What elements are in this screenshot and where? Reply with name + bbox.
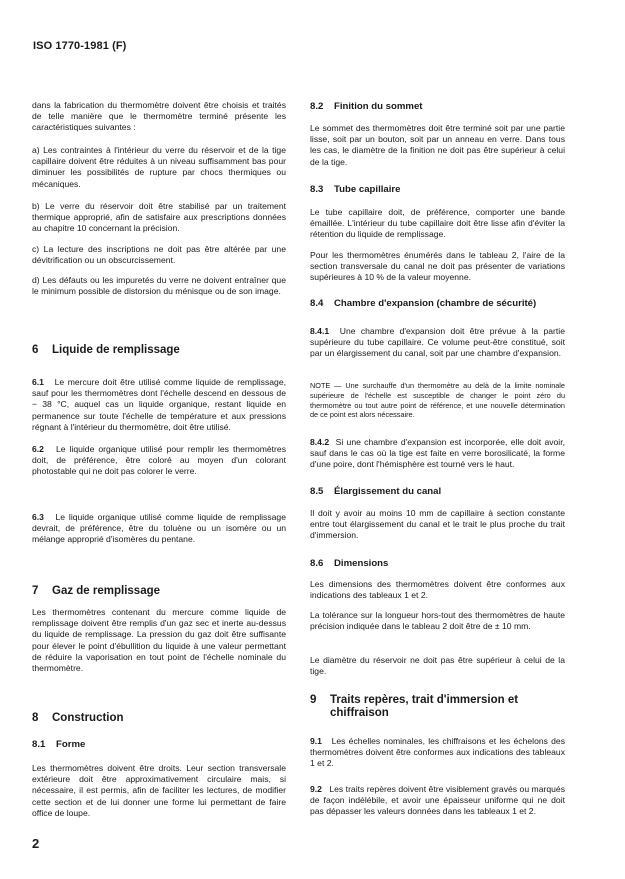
section-8-6-paragraph-2: La tolérance sur la longueur hors-tout des thermomètres de haute précision indiquée dans le tableau 2 doit être de ± 10 mm. xyxy=(310,610,565,632)
section-9-title: Traits repères, trait d'immersion et chiffraison xyxy=(330,694,519,719)
section-8-4-2-text: Si une chambre d'expansion est incorporée, elle doit avoir, sauf dans le cas où la tige est faite en verre borosilicaté, la forme d'une poire, dont l'hémisphère est tourné vers le haut. xyxy=(310,437,565,470)
section-8-3-number: 8.3 xyxy=(310,184,324,195)
section-9-heading xyxy=(310,694,565,720)
section-9-1-paragraph xyxy=(310,736,565,770)
section-8-1-paragraph: Les thermomètres doivent être droits. Leur section transversale extérieure doit être approximativement circulaire mais, si nécessaire, il est permis, afin de faciliter les lectures, de modifier cette section et de lui donner une forme lui permettant de faire office de loupe. xyxy=(32,763,286,818)
section-9-1-text: Les échelles nominales, les chiffraisons et les échelons des thermomètres doivent être conformes aux indications des tableaux 1 et 2. xyxy=(310,736,565,769)
section-8-2-heading xyxy=(310,101,565,113)
section-8-number: 8 xyxy=(32,712,39,724)
section-6-1-text: Le mercure doit être utilisé comme liquide de remplissage, sauf pour les thermomètres dont l'échelle descend en dessous de − 38 °C, auquel cas un liquide organique, restant liquide en permanence sur toute l'échelle de température et aux pressions régnant à l'intérieur du thermomètre, doit être utilisé. xyxy=(32,377,287,432)
section-9-2-paragraph xyxy=(310,784,565,818)
section-8-1-title: Forme xyxy=(56,739,86,750)
section-6-number: 6 xyxy=(32,344,39,356)
section-8-4-title: Chambre d'expansion (chambre de sécurité) xyxy=(334,298,537,309)
section-8-3-paragraph-2: Pour les thermomètres énumérés dans le tableau 2, l'aire de la section transversale du canal ne doit pas présenter de variations supérieures à 10 % de la valeur moyenne. xyxy=(310,250,565,283)
section-6-heading xyxy=(32,344,286,357)
section-6-3-number: 6.3 xyxy=(32,512,44,522)
section-8-4-1-number: 8.4.1 xyxy=(310,326,330,336)
section-8-title: Construction xyxy=(52,712,124,724)
section-6-2-paragraph xyxy=(32,444,286,478)
item-a-paragraph: a) Les contraintes à l'intérieur du verre du réservoir et de la tige capillaire doivent être réduites à un niveau suffisamment bas pour diminuer les possibilités de rupture par chocs thermiques ou mécaniques. xyxy=(32,145,286,189)
section-8-6-paragraph-1: Les dimensions des thermomètres doivent être conformes aux indications des tableaux 1 et 2. xyxy=(310,579,565,601)
section-8-5-title: Élargissement du canal xyxy=(334,486,442,497)
section-9-2-text: Les traits repères doivent être visiblement gravés ou marqués de façon indélébile, et avoir une épaisseur uniforme qui ne doit pas dépasser les valeurs données dans les tableaux 1 et 2. xyxy=(310,784,565,817)
section-8-2-number: 8.2 xyxy=(310,101,324,112)
section-8-4-1-text: Une chambre d'expansion doit être prévue à la partie supérieure du tube capillaire. Ce volume peut-être constitué, soit par un élargissement du canal, soit par une chambre d'expansion. xyxy=(310,326,565,359)
page-number: 2 xyxy=(32,836,40,851)
section-8-1-heading xyxy=(32,739,286,751)
item-b-paragraph: b) Le verre du réservoir doit être stabilisé par un traitement thermique approprié, afin de satisfaire aux prescriptions données au chapitre 10 concernant la précision. xyxy=(32,201,286,234)
section-9-2-number: 9.2 xyxy=(310,784,322,794)
note-paragraph: NOTE — Une surchauffe d'un thermomètre au delà de la limite nominale supérieure de l'échelle est susceptible de changer le point zéro du thermomètre ou tout autre point de référence, et une nouvelle détermination de ce point est alors nécessaire. xyxy=(310,381,565,420)
section-8-5-number: 8.5 xyxy=(310,486,324,497)
section-8-6-heading xyxy=(310,558,565,570)
page-header: ISO 1770-1981 (F) xyxy=(33,40,127,52)
section-6-1-paragraph xyxy=(32,377,286,433)
left-column xyxy=(32,94,286,824)
section-7-number: 7 xyxy=(32,585,39,597)
item-d-paragraph: d) Les défauts ou les impuretés du verre ne doivent entraîner que le minimum possible de distorsion du ménisque ou de son image. xyxy=(32,275,286,297)
section-7-title: Gaz de remplissage xyxy=(52,585,161,597)
section-8-5-heading xyxy=(310,486,565,498)
section-8-4-number: 8.4 xyxy=(310,298,324,309)
section-6-3-text: Le liquide organique utilisé comme liquide de remplissage devrait, de préférence, être du toluène ou un isomère ou un mélange approprié d'isomères du pentane. xyxy=(32,512,286,545)
item-c-paragraph: c) La lecture des inscriptions ne doit pas être altérée par une dévitrification ou un obscurcissement. xyxy=(32,244,286,266)
section-7-heading xyxy=(32,585,286,598)
section-8-2-title: Finition du sommet xyxy=(334,101,423,112)
section-9-number: 9 xyxy=(310,694,317,706)
section-6-title: Liquide de remplissage xyxy=(52,344,180,356)
section-8-3-paragraph-1: Le tube capillaire doit, de préférence, comporter une bande émaillée. L'intérieur du tube capillaire doit être lisse afin d'éviter la rétention du liquide de remplissage. xyxy=(310,207,565,240)
section-8-5-paragraph: Il doit y avoir au moins 10 mm de capillaire à section constante entre tout élargissement du canal et le trait le plus proche du trait d'immersion. xyxy=(310,508,565,541)
section-8-4-2-number: 8.4.2 xyxy=(310,437,330,447)
section-6-2-number: 6.2 xyxy=(32,444,44,454)
section-6-1-number: 6.1 xyxy=(32,377,44,387)
section-8-6-paragraph-3: Le diamètre du réservoir ne doit pas être supérieur à celui de la tige. xyxy=(310,655,565,677)
section-8-3-title: Tube capillaire xyxy=(334,184,401,195)
section-8-4-2-paragraph xyxy=(310,437,565,471)
section-8-4-heading xyxy=(310,298,565,310)
section-6-2-text: Le liquide organique utilisé pour remplir les thermomètres doit, de préférence, être coloré au moyen d'un colorant photostable qui ne doit pas colorer le verre. xyxy=(32,444,286,477)
section-9-1-number: 9.1 xyxy=(310,736,322,746)
section-8-6-number: 8.6 xyxy=(310,558,324,569)
intro-paragraph: dans la fabrication du thermomètre doivent être choisis et traités de telle manière que le thermomètre terminé présente les caractéristiques suivantes : xyxy=(32,100,286,133)
section-6-3-paragraph xyxy=(32,512,286,546)
section-8-3-heading xyxy=(310,184,565,196)
section-8-6-title: Dimensions xyxy=(334,558,389,569)
right-column xyxy=(310,94,565,824)
section-8-4-1-paragraph xyxy=(310,326,565,360)
section-8-2-paragraph: Le sommet des thermomètres doit être terminé soit par une partie lisse, soit par un bouton, soit par un anneau en verre. Dans tous les cas, le diamètre de la finition ne doit pas être supérieur à celui de la tige. xyxy=(310,123,565,167)
section-8-1-number: 8.1 xyxy=(32,739,46,750)
section-7-paragraph: Les thermomètres contenant du mercure comme liquide de remplissage doivent être remplis d'un gaz sec et inerte au-dessus du liquide de remplissage. La pression du gaz doit être suffisante pour élever le point d'ébullition du liquide à une valeur permettant de réduire la vaporisation en tout point de l'échelle nominale du thermomètre. xyxy=(32,607,286,674)
section-8-heading xyxy=(32,712,286,725)
